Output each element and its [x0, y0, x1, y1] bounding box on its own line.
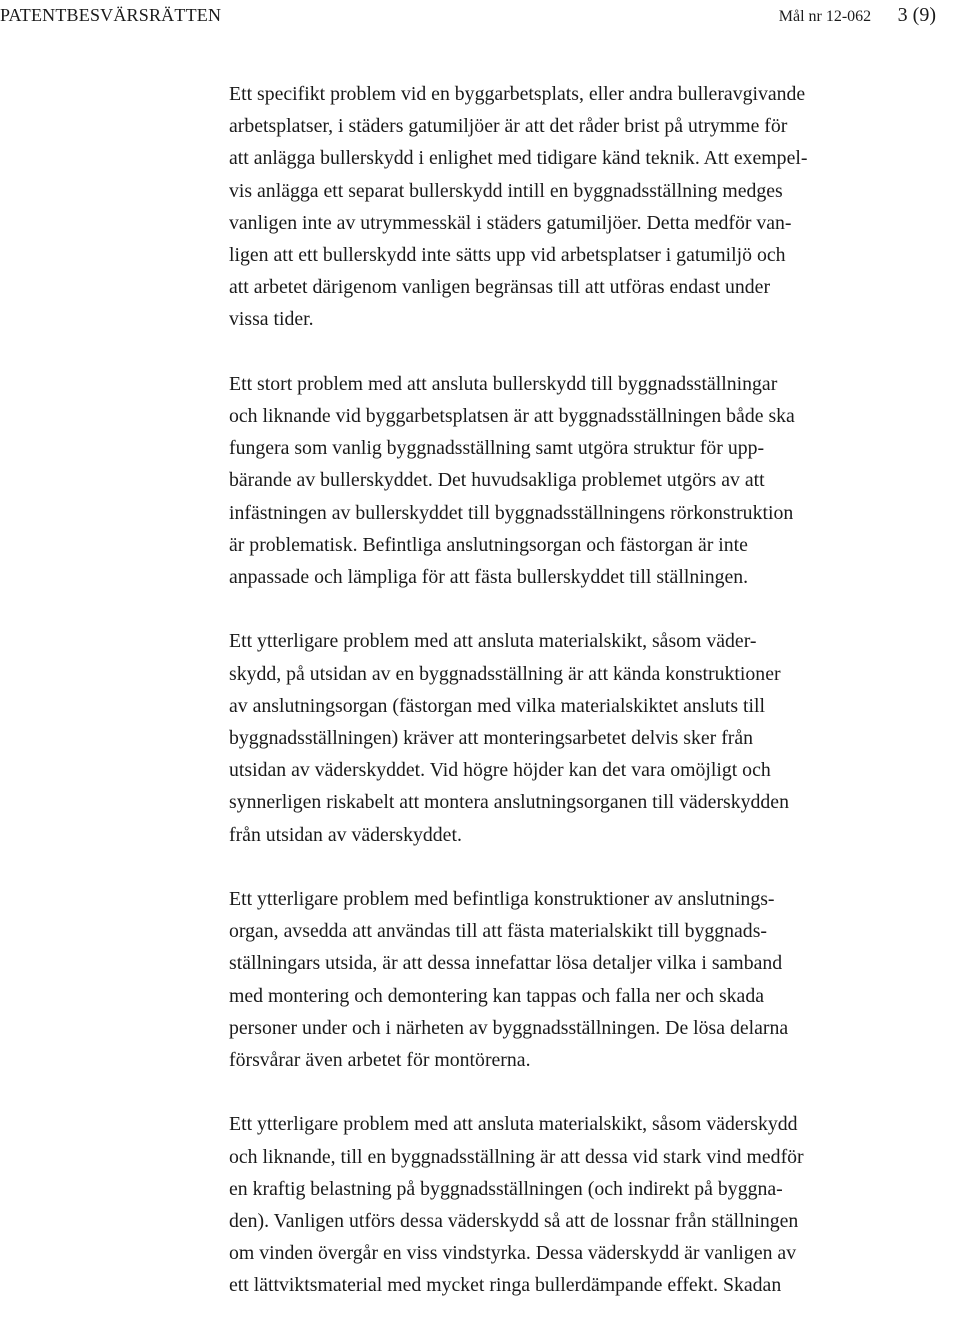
text-line: byggnadsställningen) kräver att monteringsarbetet delvis sker från — [229, 727, 754, 750]
text-line: bärande av bullerskyddet. Det huvudsakliga problemet utgörs av att — [229, 469, 765, 492]
text-line: att arbetet därigenom vanligen begränsas till att utföras endast under — [229, 276, 771, 299]
paragraph-5 — [229, 1108, 957, 1301]
text-line: med montering och demontering kan tappas och falla ner och skada — [229, 984, 765, 1007]
text-line: Ett ytterligare problem med att ansluta materialskikt, såsom väder- — [229, 630, 757, 653]
text-line: vanligen inte av utrymmesskäl i städers gatumiljöer. Detta medför van- — [229, 211, 792, 234]
text-line: skydd, på utsidan av en byggnadsställning är att kända konstruktioner — [229, 662, 781, 685]
text-line: ett lättviktsmaterial med mycket ringa bullerdämpande effekt. Skadan — [229, 1274, 782, 1297]
page-header — [0, 4, 960, 28]
text-line: utsidan av väderskyddet. Vid högre höjder kan det vara omöjligt och — [229, 759, 771, 782]
text-line: försvårar även arbetet för montörerna. — [229, 1049, 531, 1072]
paragraph-3 — [229, 625, 957, 850]
paragraph-2 — [229, 368, 957, 593]
text-line: fungera som vanlig byggnadsställning samt utgöra struktur för upp- — [229, 437, 765, 460]
text-line: är problematisk. Befintliga anslutningsorgan och fästorgan är inte — [229, 533, 748, 556]
text-line: av anslutningsorgan (fästorgan med vilka materialskiktet ansluts till — [229, 694, 766, 717]
text-line: organ, avsedda att användas till att fästa materialskikt till byggnads- — [229, 920, 767, 943]
text-line: synnerligen riskabelt att montera anslutningsorganen till väderskydden — [229, 791, 789, 814]
case-number: Mål nr 12-062 — [778, 8, 872, 25]
text-line: Ett stort problem med att ansluta bullerskydd till byggnadsställningar — [229, 372, 778, 395]
text-line: Ett ytterligare problem med att ansluta materialskikt, såsom väderskydd — [229, 1113, 798, 1136]
text-line: Ett ytterligare problem med befintliga konstruktioner av anslutnings- — [229, 888, 775, 911]
page-number: 3 (9) — [897, 4, 936, 26]
text-line: och liknande vid byggarbetsplatsen är att byggnadsställningen både ska — [229, 405, 795, 428]
text-line: från utsidan av väderskyddet. — [229, 823, 462, 846]
text-line: den). Vanligen utförs dessa väderskydd så att de lossnar från ställningen — [229, 1210, 799, 1233]
text-line: infästningen av bullerskyddet till byggnadsställningens rörkonstruktion — [229, 501, 794, 524]
text-line: vissa tider. — [229, 308, 314, 331]
document-body — [229, 78, 957, 1334]
text-line: att anlägga bullerskydd i enlighet med tidigare känd teknik. Att exempel- — [229, 147, 808, 170]
text-line: en kraftig belastning på byggnadsställningen (och indirekt på byggna- — [229, 1177, 783, 1200]
paragraph-4 — [229, 883, 957, 1076]
text-line: vis anlägga ett separat bullerskydd intill en byggnadsställning medges — [229, 179, 783, 202]
text-line: ligen att ett bullerskydd inte sätts upp vid arbetsplatser i gatumiljö och — [229, 244, 786, 267]
paragraph-1 — [229, 78, 957, 336]
header-right — [779, 4, 936, 28]
text-line: och liknande, till en byggnadsställning är att dessa vid stark vind medför — [229, 1145, 804, 1168]
text-line: anpassade och lämpliga för att fästa bullerskyddet till ställningen. — [229, 566, 749, 589]
text-line: personer under och i närheten av byggnadsställningen. De lösa delarna — [229, 1016, 789, 1039]
text-line: Ett specifikt problem vid en byggarbetsplats, eller andra bulleravgivande — [229, 83, 806, 105]
text-line: om vinden övergår en viss vindstyrka. Dessa väderskydd är vanligen av — [229, 1242, 797, 1265]
text-line: arbetsplatser, i städers gatumiljöer är att det råder brist på utrymme för — [229, 115, 788, 138]
court-name: PATENTBESVÄRSRÄTTEN — [0, 5, 222, 25]
text-line: ställningars utsida, är att dessa innefattar lösa detaljer vilka i samband — [229, 952, 783, 975]
